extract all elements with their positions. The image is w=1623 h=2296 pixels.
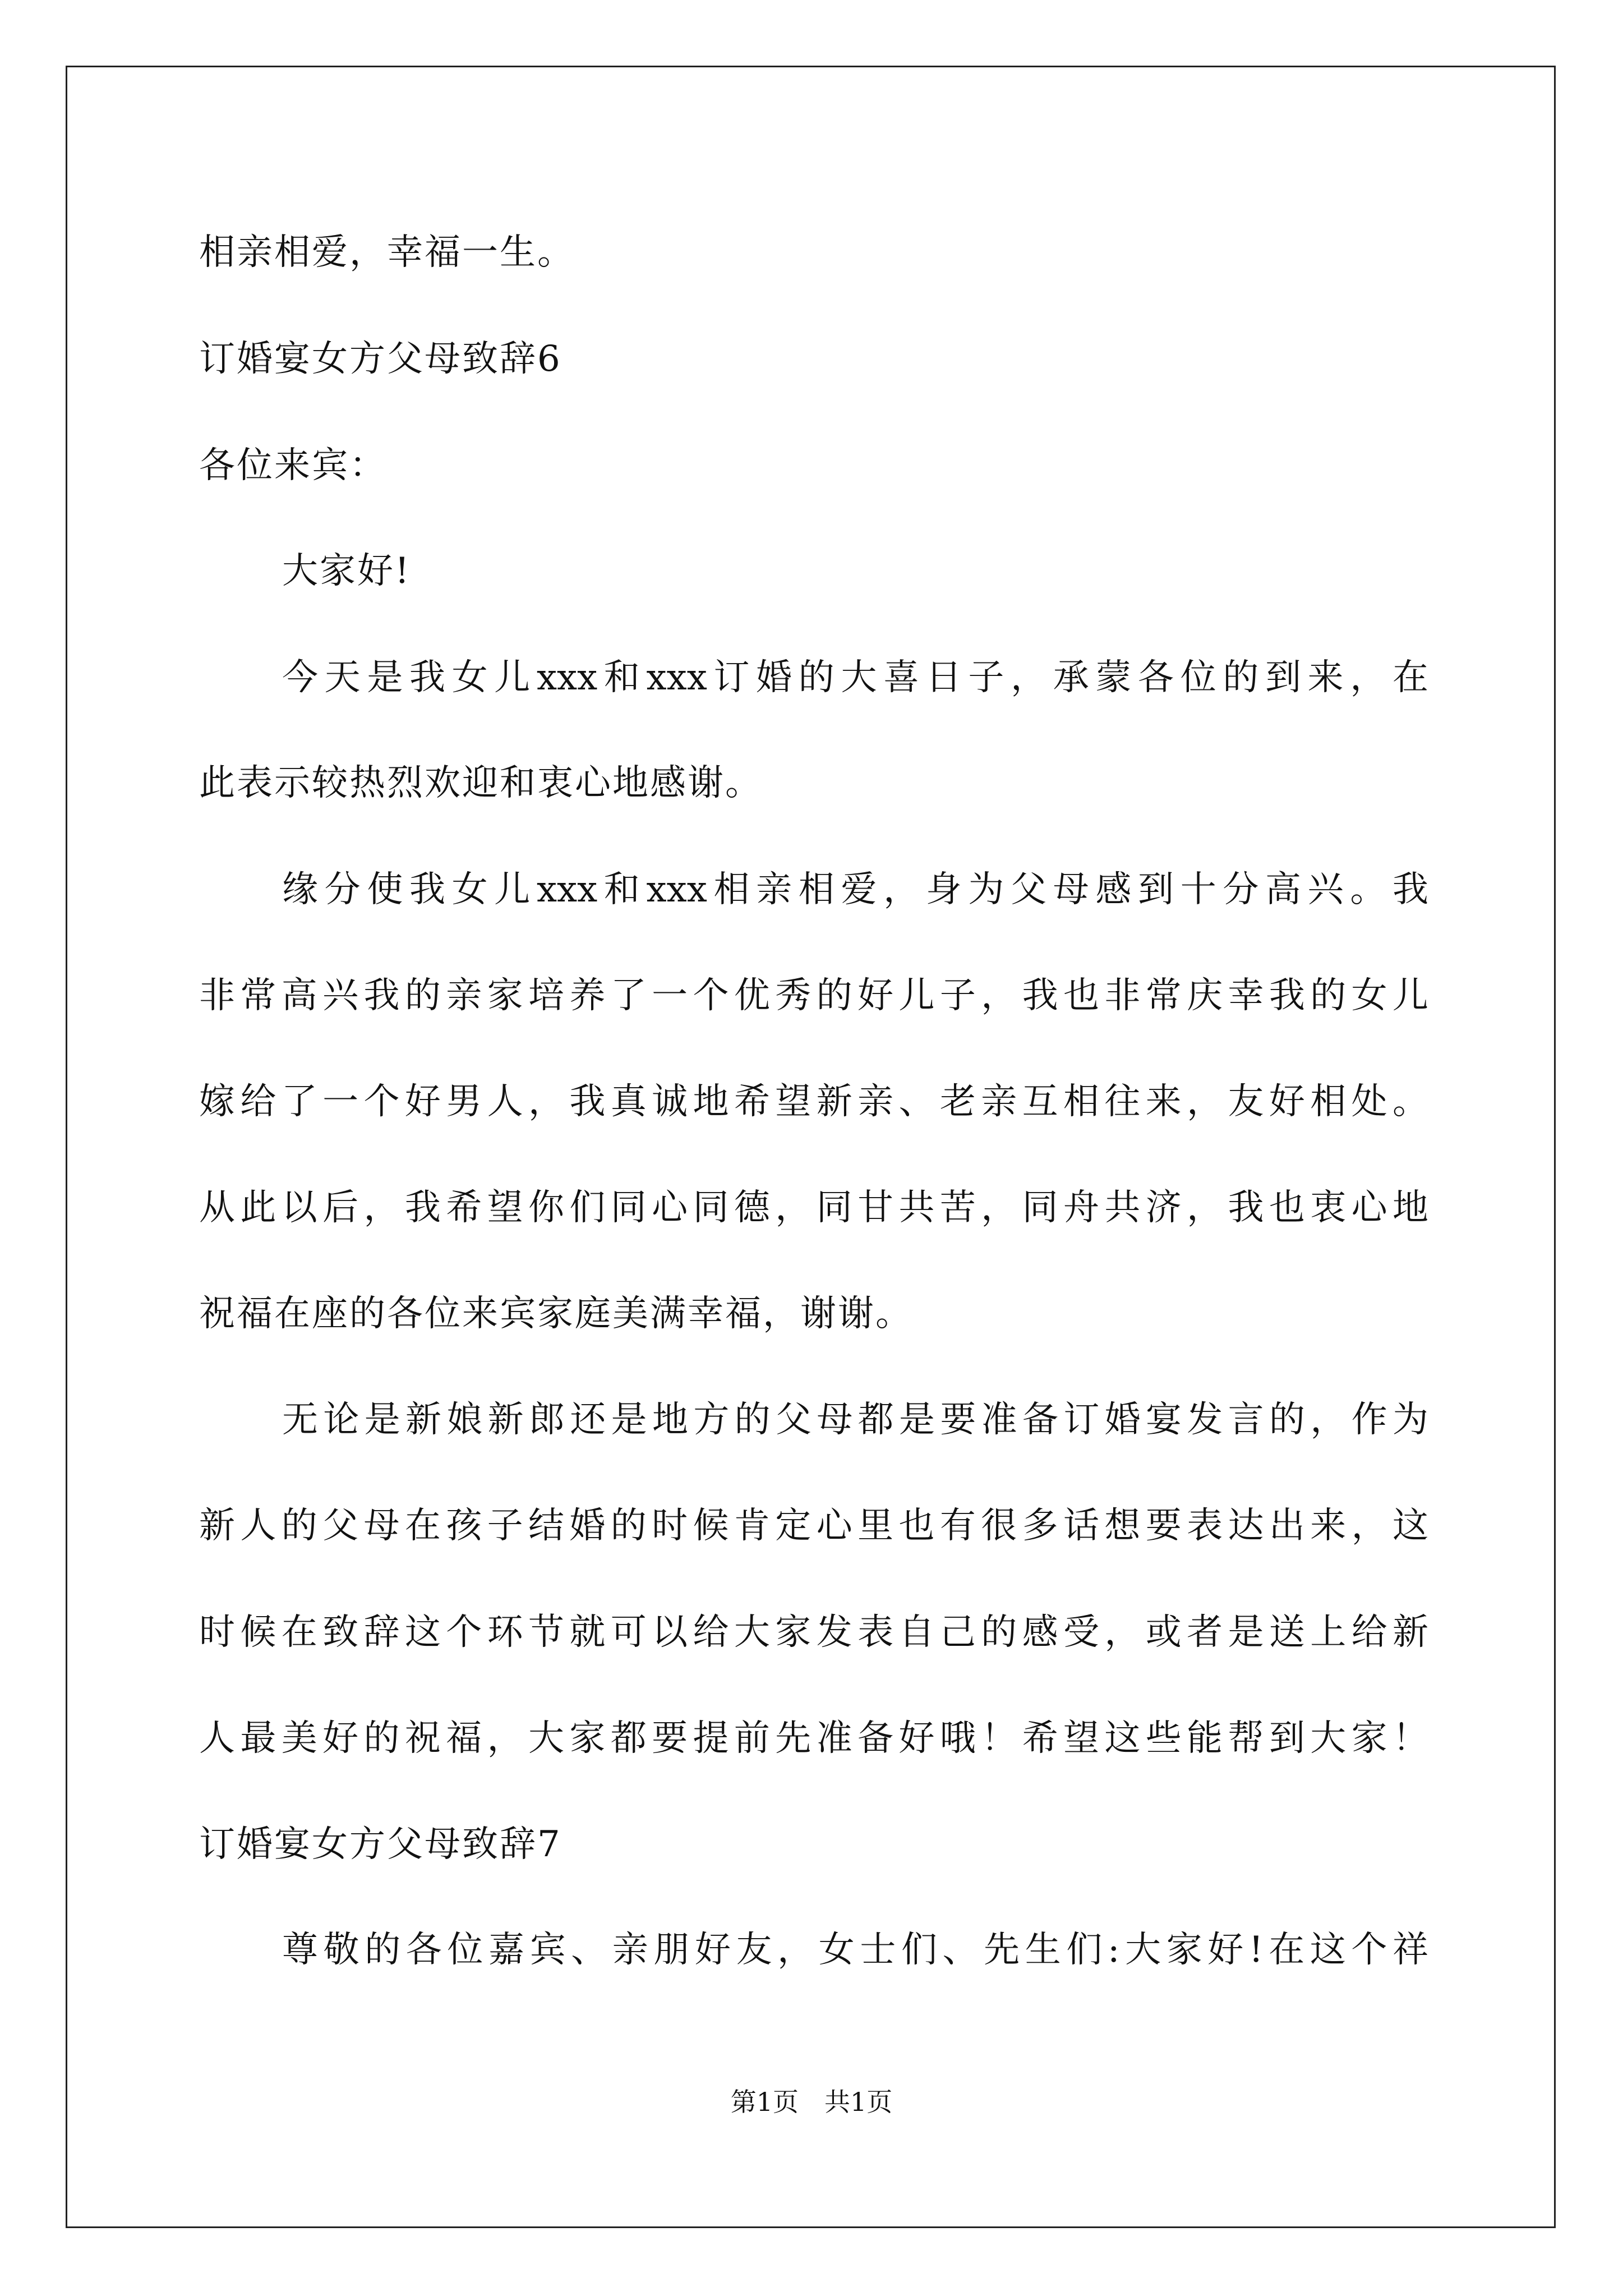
section-heading: 订婚宴女方父母致辞6 bbox=[199, 338, 562, 380]
paragraph-line: 时候在致辞这个环节就可以给大家发表自己的感受，或者是送上给新 bbox=[199, 1612, 1428, 1653]
page-number-footer: 第1页 共1页 bbox=[730, 2087, 893, 2117]
paragraph-line: 缘分使我女儿xxx和xxx相亲相爱，身为父母感到十分高兴。我 bbox=[282, 869, 1428, 910]
greeting: 大家好! bbox=[282, 550, 411, 592]
paragraph-line: 人最美好的祝福，大家都要提前先准备好哦！希望这些能帮到大家！ bbox=[199, 1718, 1428, 1759]
paragraph-line: 此表示较热烈欢迎和衷心地感谢。 bbox=[199, 762, 763, 804]
paragraph-line: 嫁给了一个好男人，我真诚地希望新亲、老亲互相往来，友好相处。 bbox=[199, 1081, 1428, 1122]
paragraph-line: 尊敬的各位嘉宾、亲朋好友，女士们、先生们:大家好!在这个祥 bbox=[282, 1929, 1428, 1971]
section-heading: 订婚宴女方父母致辞7 bbox=[199, 1824, 562, 1865]
paragraph-line: 无论是新娘新郎还是地方的父母都是要准备订婚宴发言的，作为 bbox=[282, 1399, 1428, 1441]
paragraph-line: 非常高兴我的亲家培养了一个优秀的好儿子，我也非常庆幸我的女儿 bbox=[199, 975, 1428, 1016]
paragraph-line: 从此以后，我希望你们同心同德，同甘共苦，同舟共济，我也衷心地 bbox=[199, 1187, 1428, 1228]
paragraph-line: 祝福在座的各位来宾家庭美满幸福，谢谢。 bbox=[199, 1293, 913, 1335]
paragraph-line: 新人的父母在孩子结婚的时候肯定心里也有很多话想要表达出来，这 bbox=[199, 1505, 1428, 1547]
salutation: 各位来宾： bbox=[199, 445, 387, 486]
page-border bbox=[66, 66, 1556, 2228]
paragraph-line: 相亲相爱，幸福一生。 bbox=[199, 232, 575, 273]
paragraph-line: 今天是我女儿xxx和xxx订婚的大喜日子，承蒙各位的到来，在 bbox=[282, 657, 1428, 698]
